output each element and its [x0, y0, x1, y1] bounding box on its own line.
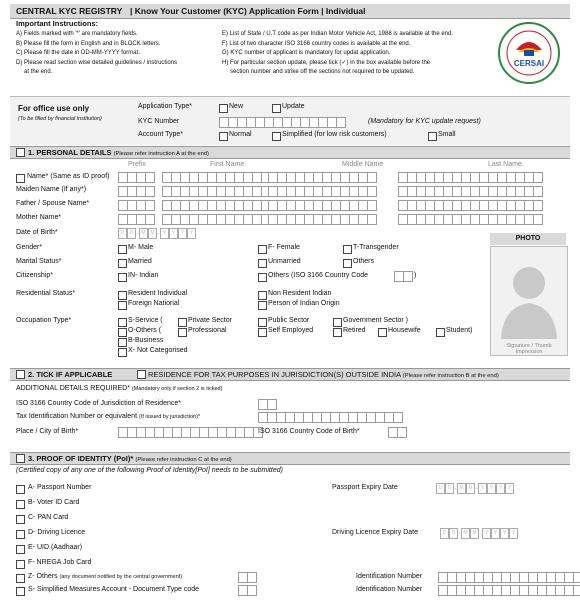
citizenship-others-checkbox[interactable] [258, 273, 267, 282]
kyc-number-input[interactable] [219, 117, 346, 128]
male-checkbox[interactable] [118, 245, 127, 254]
mother-name-first-input[interactable] [162, 214, 271, 225]
iso-birth-input[interactable] [388, 427, 407, 438]
account-type-label: Account Type* [138, 131, 184, 138]
s-doc-code-input[interactable] [238, 585, 257, 596]
occ-others-checkbox[interactable] [118, 328, 127, 337]
tin-label: Tax Identification Number or equivalent (If issued by jurisdiction)* [16, 413, 201, 420]
name-checkbox[interactable] [16, 174, 25, 183]
section-3-title: 3. PROOF OF IDENTITY (PoI)* (Please refer instruction C at the end) [28, 454, 232, 463]
section-2-title: 2. TICK IF APPLICABLE [28, 370, 113, 379]
father-spouse-label: Father / Spouse Name* [16, 200, 90, 207]
married-label: Married [128, 258, 152, 265]
instruction-c: C) Please fill the date in DD-MM-YYYY format. [16, 50, 140, 56]
tin-input[interactable] [258, 412, 403, 423]
tax-residence-checkbox[interactable] [137, 370, 146, 379]
residential-status-label: Residential Status* [16, 290, 76, 297]
driving-licence-checkbox[interactable] [16, 530, 25, 539]
father-spouse-name-first-input[interactable] [162, 200, 271, 211]
unmarried-label: Unmarried [268, 258, 301, 265]
married-checkbox[interactable] [118, 259, 127, 268]
dob-label: Date of Birth* [16, 229, 58, 236]
normal-label: Normal [229, 131, 252, 138]
indian-label: IN- Indian [128, 272, 159, 279]
maiden-name-label: Maiden Name (If any*) [16, 186, 87, 193]
photo-caption: Signature / Thumb Impression [506, 343, 552, 355]
pio-label: Person of Indian Origin [268, 300, 340, 307]
simplified-checkbox[interactable] [272, 132, 281, 141]
small-label: Small [438, 131, 456, 138]
mother-name-prefix-input[interactable] [118, 214, 155, 225]
instruction-d-cont: at the end. [24, 69, 53, 75]
dob-input[interactable]: D D - M M - Y Y Y Y [118, 228, 196, 239]
transgender-checkbox[interactable] [343, 245, 352, 254]
voter-id-label: B- Voter ID Card [28, 499, 80, 506]
occupation-type-label: Occupation Type* [16, 317, 72, 324]
female-label: F- Female [268, 244, 300, 251]
nri-label: Non Resident Indian [268, 290, 332, 297]
professional-checkbox[interactable] [178, 328, 187, 337]
father-spouse-name-prefix-input[interactable] [118, 200, 155, 211]
maiden-name-first-input[interactable] [162, 186, 271, 197]
transgender-label: T-Transgender [353, 244, 399, 251]
student-checkbox[interactable] [436, 328, 445, 337]
name-prefix-input[interactable] [118, 172, 155, 183]
passport-checkbox[interactable] [16, 485, 25, 494]
cersai-logo [498, 22, 560, 84]
instruction-h: H) For particular section update, please tick (✓) in the box available before the [222, 59, 431, 66]
citizenship-label: Citizenship* [16, 272, 53, 279]
update-checkbox[interactable] [272, 104, 281, 113]
s-simplified-label: S- Simplified Measures Account - Document Type code [28, 586, 200, 593]
government-sector-label: Government Sector ) [343, 317, 408, 324]
passport-expiry-input[interactable]: D D - M M - Y Y Y Y [436, 483, 514, 494]
iso-jurisdiction-input[interactable] [258, 399, 277, 410]
marital-others-label: Others [353, 258, 375, 265]
professional-label: Professional [188, 327, 227, 334]
section-3-header [10, 452, 570, 465]
maiden-name-prefix-input[interactable] [118, 186, 155, 197]
col-middle-name: Middle Name [342, 161, 384, 168]
name-middle-input[interactable] [268, 172, 377, 183]
s-simplified-checkbox[interactable] [16, 587, 25, 596]
father-spouse-name-middle-input[interactable] [268, 200, 377, 211]
housewife-checkbox[interactable] [378, 328, 387, 337]
marital-status-label: Marital Status* [16, 258, 62, 265]
col-last-name: Last Name [488, 161, 522, 168]
instruction-f: F) List of two character ISO 3166 country codes is available at the end. [222, 40, 411, 47]
male-label: M- Male [128, 244, 154, 251]
registry-title: CENTRAL KYC REGISTRY [16, 6, 123, 16]
nri-checkbox[interactable] [258, 291, 267, 300]
retired-label: Retired [343, 327, 366, 334]
unmarried-checkbox[interactable] [258, 259, 267, 268]
section-2-checkbox[interactable] [16, 370, 25, 379]
form-title: | Know Your Customer (KYC) Application Form | Individual [130, 6, 366, 16]
business-checkbox[interactable] [118, 338, 127, 347]
voter-id-checkbox[interactable] [16, 500, 25, 509]
business-label: B-Business [128, 337, 164, 344]
z-others-checkbox[interactable] [16, 574, 25, 583]
foreign-national-checkbox[interactable] [118, 301, 127, 310]
pan-label: C- PAN Card [28, 514, 69, 521]
z-id-number-input[interactable] [438, 572, 580, 583]
marital-others-checkbox[interactable] [343, 259, 352, 268]
resident-checkbox[interactable] [118, 291, 127, 300]
place-of-birth-input[interactable] [118, 427, 263, 438]
self-employed-checkbox[interactable] [258, 328, 267, 337]
self-employed-label: Self Employed [268, 327, 314, 334]
instruction-a: A) Fields marked with '*' are mandatory fields. [16, 31, 138, 37]
public-sector-label: Public Sector [268, 317, 310, 324]
small-checkbox[interactable] [428, 132, 437, 141]
kyc-number-label: KYC Number [138, 118, 180, 125]
female-checkbox[interactable] [258, 245, 267, 254]
driving-licence-label: D- Driving Licence [28, 529, 86, 536]
dl-expiry-label: Driving Licence Expiry Date [332, 529, 418, 536]
person-silhouette-icon [491, 247, 567, 355]
kyc-mandatory-note: (Mandatory for KYC update request) [368, 118, 481, 125]
place-of-birth-label: Place / City of Birth* [16, 428, 79, 435]
z-others-label: Z- Others (any document notified by the central government) [28, 573, 183, 580]
father-spouse-name-last-input[interactable] [398, 200, 543, 211]
not-categorised-label: X- Not Categorised [128, 347, 188, 354]
tax-residence-title: RESIDENCE FOR TAX PURPOSES IN JURISDICTION(S) OUTSIDE INDIA (Please refer instruction B at the end) [148, 370, 499, 379]
iso-birth-label: ISO 3166 Country Code of Birth* [258, 428, 360, 435]
name-label: Name* (Same as ID proof) [27, 173, 110, 180]
update-label: Update [282, 103, 305, 110]
resident-label: Resident Individual [128, 290, 188, 297]
section-2-header [10, 368, 570, 381]
s-id-number-input[interactable] [438, 585, 580, 596]
passport-expiry-label: Passport Expiry Date [332, 484, 398, 491]
new-checkbox[interactable] [219, 104, 228, 113]
section-3-checkbox[interactable] [16, 454, 25, 463]
instruction-b: B) Please fill the form in English and in BLOCK letters. [16, 40, 161, 47]
col-first-name: First Name [210, 161, 245, 168]
instructions-title: Important Instructions: [16, 19, 99, 28]
nrega-label: F- NREGA Job Card [28, 559, 92, 566]
photo-box[interactable] [490, 246, 568, 356]
occ-others-label: O-Others ( [128, 327, 162, 334]
private-sector-checkbox[interactable] [178, 318, 187, 327]
citizenship-close-paren: ) [414, 272, 417, 279]
passport-label: A- Passport Number [28, 484, 92, 491]
mother-name-middle-input[interactable] [268, 214, 377, 225]
instructions-right [222, 30, 497, 78]
instruction-g: G) KYC number of applicant is mandatory for updat application. [222, 50, 391, 56]
foreign-national-label: Foreign National [128, 300, 180, 307]
private-sector-label: Private Sector [188, 317, 232, 324]
citizenship-others-label: Others (ISO 3166 Country Code [268, 272, 368, 279]
pan-checkbox[interactable] [16, 515, 25, 524]
housewife-label: Housewife [388, 327, 421, 334]
instruction-d: D) Please read section wise detailed guidelines / instructions [16, 59, 178, 66]
government-sector-checkbox[interactable] [333, 318, 342, 327]
service-checkbox[interactable] [118, 318, 127, 327]
instruction-h-cont: section number and strike off the sections not required to be updated. [230, 69, 415, 75]
name-first-input[interactable] [162, 172, 271, 183]
photo-header: PHOTO [490, 233, 566, 245]
normal-checkbox[interactable] [219, 132, 228, 141]
pio-checkbox[interactable] [258, 301, 267, 310]
mother-name-label: Mother Name* [16, 214, 62, 221]
poi-certified-note: (Certified copy of any one of the following Proof of Identity[PoI] needs to be submitted) [16, 467, 283, 474]
mother-name-last-input[interactable] [398, 214, 543, 225]
section-1-checkbox[interactable] [16, 148, 25, 157]
application-type-label: Application Type* [138, 103, 192, 110]
service-label: S-Service ( [128, 317, 163, 324]
instruction-e: E) List of State / U.T code as per Indian Motor Vehicle Act, 1988 is available at the end. [222, 31, 454, 37]
z-others-code-input[interactable] [238, 572, 257, 583]
uid-label: E- UID (Aadhaar) [28, 544, 83, 551]
office-use-subtitle: (To be filled by financial institution) [18, 116, 102, 122]
public-sector-checkbox[interactable] [258, 318, 267, 327]
retired-checkbox[interactable] [333, 328, 342, 337]
iso-jurisdiction-label: ISO 3166 Country Code of Jurisdiction of Residence* [16, 400, 181, 407]
form-header-bar [10, 4, 570, 19]
col-prefix: Prefix [128, 161, 146, 168]
office-use-title: For office use only [18, 104, 90, 113]
simplified-label: Simplified (for low risk customers) [282, 131, 387, 138]
logo-text: CERSAI [513, 59, 545, 68]
instructions-left [16, 30, 236, 78]
citizenship-country-code-input[interactable] [394, 271, 413, 282]
not-categorised-checkbox[interactable] [118, 348, 127, 357]
nrega-checkbox[interactable] [16, 560, 25, 569]
maiden-name-middle-input[interactable] [268, 186, 377, 197]
gender-label: Gender* [16, 244, 43, 251]
additional-details-title: ADDITIONAL DETAILS REQUIRED* (Mandatory only if section 2 is ticked) [16, 385, 223, 392]
new-label: New [229, 103, 244, 110]
section-1-header [10, 146, 570, 159]
s-id-number-label: Identification Number [356, 586, 423, 593]
maiden-name-last-input[interactable] [398, 186, 543, 197]
section-1-title: 1. PERSONAL DETAILS (Please refer instruction A at the end) [28, 148, 209, 157]
dl-expiry-input[interactable]: D D - M M - Y Y Y Y [440, 528, 518, 539]
indian-checkbox[interactable] [118, 273, 127, 282]
z-id-number-label: Identification Number [356, 573, 423, 580]
name-last-input[interactable] [398, 172, 543, 183]
uid-checkbox[interactable] [16, 545, 25, 554]
student-label: Student) [446, 327, 473, 334]
